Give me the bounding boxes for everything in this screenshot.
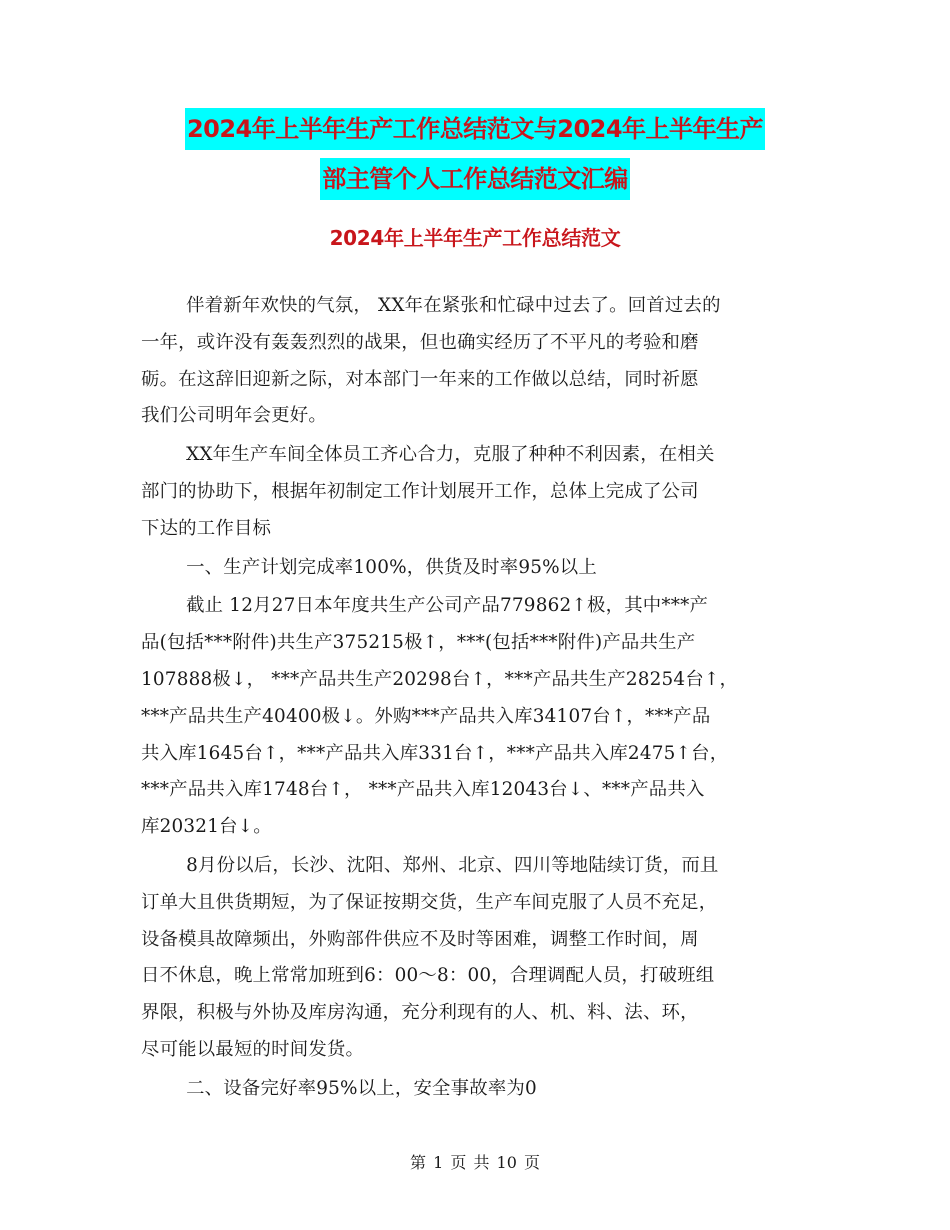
text-line: 设备模具故障频出，外购部件供应不及时等困难，调整工作时间，周	[141, 928, 699, 950]
text-line: 界限，积极与外协及库房沟通，充分利现有的人、机、料、法、环，	[141, 1002, 699, 1024]
text-line: 砺。在这辞旧迎新之际，对本部门一年来的工作做以总结，同时祈愿	[141, 368, 699, 390]
text-line: 伴着新年欢快的气氛， XX年在紧张和忙碌中过去了。回首过去的	[186, 295, 721, 316]
text-line: 107888极↓， ***产品共生产20298台↑，***产品共生产28254台↑，	[141, 668, 739, 690]
paragraph	[141, 848, 813, 1069]
text-line: 尽可能以最短的时间发货。	[141, 1038, 365, 1060]
paragraph	[141, 1071, 813, 1108]
text-line: 日不休息，晚上常常加班到6：00～8：00，合理调配人员，打破班组	[141, 965, 715, 987]
document-body	[141, 288, 813, 1110]
text-line: 订单大且供货期短，为了保证按期交货，生产车间克服了人员不充足，	[141, 891, 718, 913]
text-line: 下达的工作目标	[141, 517, 272, 539]
page-footer: 第 1 页 共 10 页	[410, 1153, 540, 1172]
document-title	[0, 108, 950, 200]
document-title-line: 部主管个人工作总结范文汇编	[320, 158, 630, 200]
text-line: 一、生产计划完成率100%，供货及时率95%以上	[186, 556, 597, 578]
text-line: ***产品共入库1748台↑， ***产品共入库12043台↓、***产品共入	[141, 779, 705, 801]
paragraph	[141, 588, 813, 846]
text-line: 一年，或许没有轰轰烈烈的战果，但也确实经历了不平凡的考验和磨	[141, 331, 699, 353]
text-line: 共入库1645台↑，***产品共入库331台↑，***产品共入库2475↑台，	[141, 742, 729, 764]
paragraph	[141, 550, 813, 587]
text-line: 我们公司明年会更好。	[141, 405, 327, 427]
text-line: 库20321台↓。	[141, 816, 272, 838]
text-line: ***产品共生产40400极↓。外购***产品共入库34107台↑，***产品	[141, 705, 711, 727]
text-line: 截止 12月27日本年度共生产公司产品779862↑极，其中***产	[186, 595, 709, 617]
document-title-line: 2024年上半年生产工作总结范文与2024年上半年生产	[185, 108, 765, 150]
text-line: 8月份以后，长沙、沈阳、郑州、北京、四川等地陆续订货，而且	[186, 854, 719, 876]
section-title: 2024年上半年生产工作总结范文	[329, 226, 621, 250]
text-line: 品(包括***附件)共生产375215极↑，***(包括***附件)产品共生产	[141, 632, 696, 654]
text-line: 部门的协助下，根据年初制定工作计划展开工作，总体上完成了公司	[141, 480, 699, 502]
text-line: 二、设备完好率95%以上，安全事故率为0	[186, 1077, 537, 1099]
text-line: XX年生产车间全体员工齐心合力，克服了种种不利因素，在相关	[186, 444, 715, 466]
paragraph	[141, 437, 813, 547]
paragraph	[141, 288, 813, 435]
